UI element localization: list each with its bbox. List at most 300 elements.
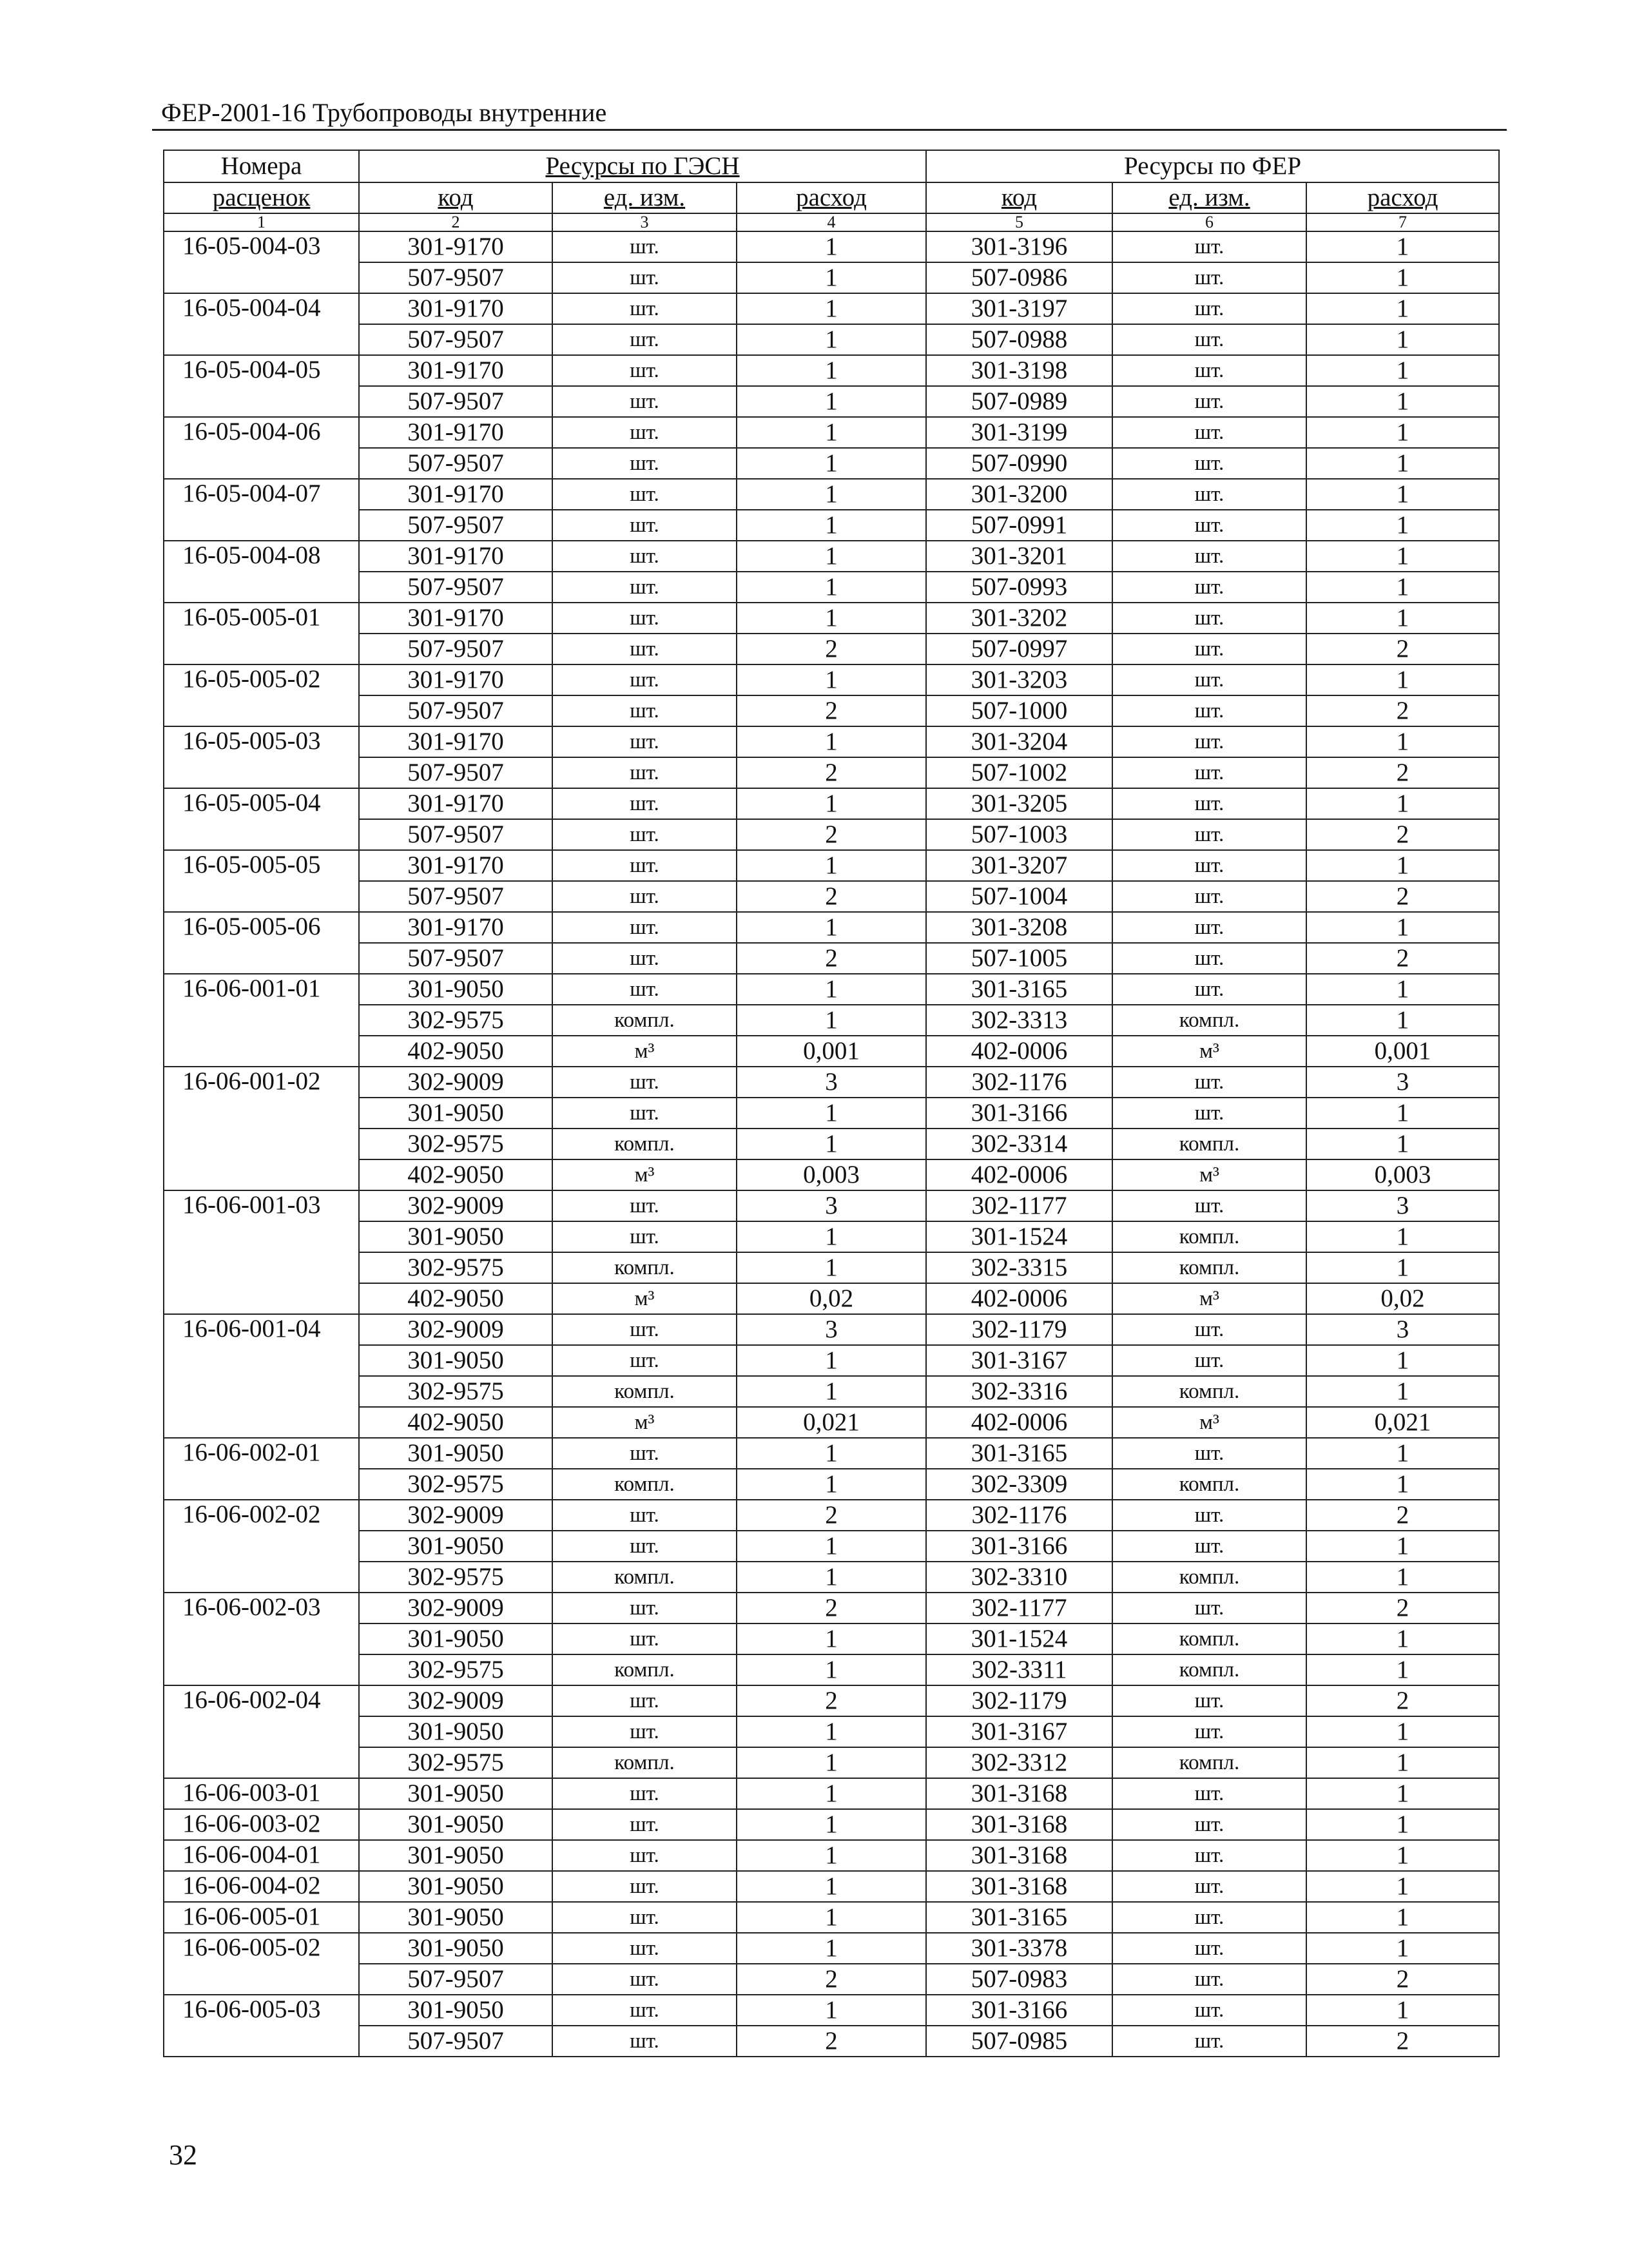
fer-unit-cell: шт. [1112,1190,1306,1221]
fer-code-cell: 301-3198 [926,355,1112,386]
fer-consumption-cell: 0,02 [1306,1283,1499,1314]
fer-unit-cell: компл. [1112,1469,1306,1500]
gesn-unit-cell: компл. [552,1252,737,1283]
fer-code-cell: 507-0986 [926,262,1112,293]
gesn-consumption-cell: 1 [737,1809,926,1840]
gesn-consumption-cell: 1 [737,1376,926,1407]
fer-code-cell: 302-1177 [926,1190,1112,1221]
gesn-consumption-cell: 1 [737,1716,926,1747]
gesn-consumption-cell: 1 [737,726,926,757]
gesn-unit-cell: шт. [552,943,737,974]
fer-code-cell: 402-0006 [926,1159,1112,1190]
fer-code-cell: 302-1179 [926,1685,1112,1716]
fer-unit-cell: компл. [1112,1654,1306,1685]
fer-consumption-cell: 2 [1306,943,1499,974]
gesn-code-cell: 302-9009 [359,1500,552,1531]
gesn-consumption-cell: 1 [737,1129,926,1159]
fer-code-cell: 301-3168 [926,1871,1112,1902]
fer-consumption-cell: 0,001 [1306,1036,1499,1067]
table-row [164,726,1499,757]
gesn-consumption-cell: 1 [737,1345,926,1376]
gesn-consumption-cell: 1 [737,1623,926,1654]
table-row [164,1283,1499,1314]
gesn-consumption-cell: 1 [737,1933,926,1964]
gesn-unit-cell: шт. [552,1623,737,1654]
table-row [164,1190,1499,1221]
fer-consumption-cell: 2 [1306,757,1499,788]
fer-consumption-cell: 2 [1306,2026,1499,2057]
gesn-consumption-cell: 1 [737,386,926,417]
page-number: 32 [169,2139,197,2171]
table-row [164,1871,1499,1902]
gesn-consumption-cell: 1 [737,912,926,943]
gesn-code-cell: 302-9009 [359,1593,552,1623]
gesn-code-cell: 301-9170 [359,355,552,386]
gesn-code-cell: 301-9170 [359,293,552,324]
fer-unit-cell: шт. [1112,943,1306,974]
col-number: 2 [359,213,552,231]
gesn-code-cell: 402-9050 [359,1283,552,1314]
fer-unit-cell: шт. [1112,386,1306,417]
fer-consumption-cell: 1 [1306,510,1499,541]
gesn-unit-cell: шт. [552,1716,737,1747]
gesn-code-cell: 507-9507 [359,572,552,603]
gesn-unit-cell: шт. [552,1685,737,1716]
fer-consumption-cell: 1 [1306,231,1499,262]
gesn-consumption-cell: 2 [737,1964,926,1995]
fer-code-cell: 302-3316 [926,1376,1112,1407]
fer-unit-cell: шт. [1112,572,1306,603]
rate-number-cell: 16-06-002-03 [164,1593,359,1685]
gesn-consumption-cell: 2 [737,1685,926,1716]
table-row [164,1252,1499,1283]
gesn-code-cell: 301-9050 [359,1098,552,1129]
fer-unit-cell: компл. [1112,1376,1306,1407]
fer-code-cell: 301-3168 [926,1778,1112,1809]
gesn-consumption-cell: 2 [737,881,926,912]
fer-unit-cell: шт. [1112,479,1306,510]
gesn-consumption-cell: 0,021 [737,1407,926,1438]
table-row [164,1098,1499,1129]
table-row [164,1964,1499,1995]
fer-code-cell: 301-3208 [926,912,1112,943]
fer-code-cell: 302-1176 [926,1500,1112,1531]
table-row [164,1778,1499,1809]
fer-unit-cell: шт. [1112,1902,1306,1933]
rate-number-cell: 16-05-005-02 [164,664,359,726]
table-row [164,1902,1499,1933]
fer-unit-cell: компл. [1112,1221,1306,1252]
gesn-unit-cell: шт. [552,757,737,788]
fer-consumption-cell: 1 [1306,603,1499,634]
fer-consumption-cell: 3 [1306,1314,1499,1345]
col-number: 4 [737,213,926,231]
fer-unit-cell: шт. [1112,1500,1306,1531]
table-row [164,386,1499,417]
fer-consumption-cell: 1 [1306,1747,1499,1778]
rate-number-cell: 16-05-005-01 [164,603,359,664]
table-row [164,943,1499,974]
fer-code-cell: 507-0989 [926,386,1112,417]
gesn-unit-cell: шт. [552,1345,737,1376]
fer-consumption-cell: 1 [1306,386,1499,417]
fer-code-cell: 302-3313 [926,1005,1112,1036]
fer-code-cell: 301-3197 [926,293,1112,324]
rate-number-cell: 16-05-005-05 [164,850,359,912]
gesn-unit-cell: шт. [552,386,737,417]
gesn-code-cell: 301-9170 [359,417,552,448]
col-number: 5 [926,213,1112,231]
gesn-unit-cell: м³ [552,1283,737,1314]
fer-consumption-cell: 1 [1306,448,1499,479]
fer-consumption-cell: 1 [1306,417,1499,448]
col-number: 6 [1112,213,1306,231]
table-row [164,695,1499,726]
gesn-consumption-cell: 1 [737,541,926,572]
fer-unit-cell: шт. [1112,510,1306,541]
fer-code-cell: 301-3199 [926,417,1112,448]
fer-code-cell: 302-3314 [926,1129,1112,1159]
fer-consumption-cell: 1 [1306,1623,1499,1654]
gesn-consumption-cell: 1 [737,788,926,819]
gesn-code-cell: 302-9575 [359,1747,552,1778]
fer-unit-cell: шт. [1112,293,1306,324]
gesn-consumption-cell: 2 [737,943,926,974]
gesn-code-cell: 301-9170 [359,788,552,819]
rate-number-cell: 16-05-004-04 [164,293,359,355]
gesn-code-cell: 302-9575 [359,1129,552,1159]
gesn-unit-cell: компл. [552,1654,737,1685]
rate-number-cell: 16-06-004-01 [164,1840,359,1871]
gesn-consumption-cell: 2 [737,819,926,850]
table-row [164,2026,1499,2057]
gesn-code-cell: 402-9050 [359,1407,552,1438]
table-row [164,912,1499,943]
fer-unit-cell: шт. [1112,231,1306,262]
gesn-unit-cell: шт. [552,510,737,541]
gesn-unit-cell: шт. [552,664,737,695]
fer-consumption-cell: 1 [1306,1654,1499,1685]
gesn-code-cell: 507-9507 [359,757,552,788]
gesn-code-cell: 302-9009 [359,1685,552,1716]
gesn-code-cell: 301-9050 [359,1345,552,1376]
fer-code-cell: 301-3200 [926,479,1112,510]
fer-consumption-cell: 2 [1306,1593,1499,1623]
gesn-consumption-cell: 2 [737,695,926,726]
table-row [164,324,1499,355]
gesn-code-cell: 507-9507 [359,510,552,541]
fer-unit-cell: шт. [1112,1995,1306,2026]
fer-consumption-cell: 2 [1306,1685,1499,1716]
table-row [164,448,1499,479]
fer-unit-cell: шт. [1112,664,1306,695]
fer-consumption-cell: 1 [1306,726,1499,757]
gesn-unit-cell: шт. [552,355,737,386]
gesn-unit-cell: компл. [552,1129,737,1159]
fer-code-cell: 402-0006 [926,1036,1112,1067]
fer-code-cell: 302-1177 [926,1593,1112,1623]
table-row [164,1840,1499,1871]
rate-number-cell: 16-05-004-05 [164,355,359,417]
fer-consumption-cell: 2 [1306,1964,1499,1995]
table-row [164,1623,1499,1654]
table-row [164,541,1499,572]
gesn-consumption-cell: 1 [737,1005,926,1036]
gesn-code-cell: 507-9507 [359,634,552,664]
gesn-unit-cell: шт. [552,1190,737,1221]
gesn-unit-cell: шт. [552,1778,737,1809]
gesn-code-cell: 301-9170 [359,664,552,695]
fer-unit-cell: шт. [1112,695,1306,726]
gesn-unit-cell: шт. [552,788,737,819]
rate-number-cell: 16-06-005-01 [164,1902,359,1933]
resources-table [163,150,1500,2057]
fer-unit-cell: компл. [1112,1252,1306,1283]
fer-unit-cell: шт. [1112,1933,1306,1964]
gesn-code-cell: 402-9050 [359,1036,552,1067]
table-row [164,1036,1499,1067]
fer-unit-cell: шт. [1112,262,1306,293]
fer-unit-cell: шт. [1112,355,1306,386]
gesn-unit-cell: шт. [552,324,737,355]
rate-number-cell: 16-06-001-03 [164,1190,359,1314]
gesn-code-cell: 301-9170 [359,603,552,634]
gesn-consumption-cell: 0,02 [737,1283,926,1314]
fer-code-cell: 507-0988 [926,324,1112,355]
gesn-code-cell: 301-9050 [359,1840,552,1871]
gesn-unit-cell: компл. [552,1376,737,1407]
table-row [164,881,1499,912]
fer-consumption-cell: 1 [1306,1129,1499,1159]
gesn-consumption-cell: 1 [737,262,926,293]
gesn-unit-cell: шт. [552,1314,737,1345]
fer-consumption-cell: 1 [1306,1531,1499,1562]
fer-unit-cell: м³ [1112,1036,1306,1067]
table-row [164,1500,1499,1531]
gesn-consumption-cell: 2 [737,1500,926,1531]
gesn-unit-cell: компл. [552,1747,737,1778]
gesn-unit-cell: шт. [552,262,737,293]
fer-consumption-cell: 1 [1306,1005,1499,1036]
table-row [164,1129,1499,1159]
gesn-code-cell: 301-9050 [359,1778,552,1809]
fer-unit-cell: шт. [1112,1778,1306,1809]
gesn-unit-cell: шт. [552,819,737,850]
rate-number-cell: 16-06-002-01 [164,1438,359,1500]
gesn-code-cell: 301-9170 [359,912,552,943]
rate-number-cell: 16-05-005-04 [164,788,359,850]
fer-unit-cell: шт. [1112,1809,1306,1840]
fer-consumption-cell: 1 [1306,1933,1499,1964]
gesn-consumption-cell: 2 [737,757,926,788]
table-row [164,1438,1499,1469]
fer-code-cell: 302-3315 [926,1252,1112,1283]
fer-unit-cell: компл. [1112,1623,1306,1654]
gesn-consumption-cell: 1 [737,1469,926,1500]
fer-code-cell: 507-1000 [926,695,1112,726]
gesn-consumption-cell: 1 [737,293,926,324]
table-row [164,479,1499,510]
gesn-unit-cell: м³ [552,1407,737,1438]
fer-consumption-cell: 1 [1306,1252,1499,1283]
gesn-code-cell: 507-9507 [359,881,552,912]
rate-number-cell: 16-06-003-02 [164,1809,359,1840]
gesn-code-cell: 302-9009 [359,1314,552,1345]
fer-unit-cell: шт. [1112,726,1306,757]
fer-unit-cell: компл. [1112,1129,1306,1159]
gesn-code-cell: 301-9170 [359,479,552,510]
gesn-consumption-cell: 1 [737,1221,926,1252]
table-row [164,1067,1499,1098]
fer-consumption-cell: 1 [1306,1840,1499,1871]
gesn-consumption-cell: 1 [737,1562,926,1593]
gesn-code-cell: 507-9507 [359,324,552,355]
fer-consumption-cell: 1 [1306,1809,1499,1840]
gesn-code-cell: 302-9575 [359,1376,552,1407]
fer-code-cell: 302-1179 [926,1314,1112,1345]
fer-unit-cell: шт. [1112,324,1306,355]
fer-consumption-cell: 1 [1306,1902,1499,1933]
fer-consumption-cell: 1 [1306,850,1499,881]
gesn-consumption-cell: 2 [737,634,926,664]
fer-consumption-cell: 0,003 [1306,1159,1499,1190]
table-row [164,974,1499,1005]
table-row [164,262,1499,293]
fer-consumption-cell: 2 [1306,634,1499,664]
gesn-code-cell: 301-9170 [359,850,552,881]
fer-unit-cell: м³ [1112,1283,1306,1314]
gesn-code-cell: 507-9507 [359,2026,552,2057]
fer-code-cell: 302-3310 [926,1562,1112,1593]
gesn-consumption-cell: 1 [737,1840,926,1871]
table-row [164,1407,1499,1438]
gesn-unit-cell: м³ [552,1159,737,1190]
gesn-unit-cell: шт. [552,2026,737,2057]
gesn-code-cell: 301-9050 [359,1933,552,1964]
col-number: 7 [1306,213,1499,231]
fer-unit-cell: шт. [1112,1098,1306,1129]
fer-unit-cell: шт. [1112,1067,1306,1098]
fer-code-cell: 507-0993 [926,572,1112,603]
fer-consumption-cell: 2 [1306,695,1499,726]
fer-code-cell: 301-3202 [926,603,1112,634]
fer-unit-cell: шт. [1112,634,1306,664]
gesn-unit-cell: шт. [552,974,737,1005]
fer-consumption-cell: 1 [1306,324,1499,355]
gesn-unit-cell: шт. [552,1067,737,1098]
gesn-unit-cell: шт. [552,1995,737,2026]
fer-unit-cell: шт. [1112,881,1306,912]
col-number: 3 [552,213,737,231]
fer-unit-cell: шт. [1112,1685,1306,1716]
table-row [164,634,1499,664]
col-header-rate-numbers-2: расценок [164,182,359,213]
rate-number-cell: 16-06-001-04 [164,1314,359,1438]
gesn-code-cell: 302-9575 [359,1252,552,1283]
fer-code-cell: 301-3378 [926,1933,1112,1964]
gesn-unit-cell: шт. [552,293,737,324]
gesn-consumption-cell: 3 [737,1314,926,1345]
gesn-consumption-cell: 0,001 [737,1036,926,1067]
fer-unit-cell: м³ [1112,1159,1306,1190]
gesn-unit-cell: шт. [552,1221,737,1252]
rate-number-cell: 16-06-005-02 [164,1933,359,1995]
gesn-unit-cell: шт. [552,1593,737,1623]
gesn-code-cell: 301-9170 [359,726,552,757]
table-row [164,1809,1499,1840]
group-header-fer: Ресурсы по ФЕР [926,150,1499,182]
gesn-unit-cell: шт. [552,417,737,448]
gesn-code-cell: 302-9009 [359,1067,552,1098]
gesn-unit-cell: компл. [552,1562,737,1593]
gesn-code-cell: 301-9050 [359,1902,552,1933]
fer-unit-cell: шт. [1112,757,1306,788]
table-row [164,1159,1499,1190]
rate-number-cell: 16-06-003-01 [164,1778,359,1809]
rate-number-cell: 16-06-001-01 [164,974,359,1067]
fer-code-cell: 302-3312 [926,1747,1112,1778]
gesn-unit-cell: шт. [552,448,737,479]
gesn-code-cell: 507-9507 [359,448,552,479]
gesn-code-cell: 301-9050 [359,1809,552,1840]
fer-unit-cell: шт. [1112,1314,1306,1345]
fer-code-cell: 507-1003 [926,819,1112,850]
fer-code-cell: 507-0991 [926,510,1112,541]
gesn-consumption-cell: 1 [737,1252,926,1283]
gesn-code-cell: 507-9507 [359,1964,552,1995]
table-row [164,355,1499,386]
table-row [164,1314,1499,1345]
group-header-gesn: Ресурсы по ГЭСН [359,150,926,182]
gesn-code-cell: 507-9507 [359,819,552,850]
table-row [164,1685,1499,1716]
rate-number-cell: 16-06-001-02 [164,1067,359,1190]
fer-unit-cell: шт. [1112,850,1306,881]
col-header-gesn-code: код [359,182,552,213]
table-row [164,1469,1499,1500]
rate-number-cell: 16-06-005-03 [164,1995,359,2057]
gesn-code-cell: 301-9050 [359,1716,552,1747]
gesn-consumption-cell: 1 [737,448,926,479]
col-header-fer-consumption: расход [1306,182,1499,213]
rate-number-cell: 16-06-002-04 [164,1685,359,1778]
fer-code-cell: 301-3168 [926,1809,1112,1840]
gesn-code-cell: 301-9050 [359,1221,552,1252]
fer-unit-cell: компл. [1112,1562,1306,1593]
fer-code-cell: 301-3166 [926,1995,1112,2026]
fer-consumption-cell: 1 [1306,1778,1499,1809]
fer-code-cell: 301-3196 [926,231,1112,262]
fer-code-cell: 301-1524 [926,1221,1112,1252]
fer-unit-cell: шт. [1112,1593,1306,1623]
col-header-gesn-consumption: расход [737,182,926,213]
fer-unit-cell: шт. [1112,2026,1306,2057]
fer-code-cell: 302-3309 [926,1469,1112,1500]
gesn-unit-cell: шт. [552,572,737,603]
fer-code-cell: 507-0997 [926,634,1112,664]
rate-number-cell: 16-05-004-03 [164,231,359,293]
gesn-consumption-cell: 1 [737,355,926,386]
table-row [164,850,1499,881]
fer-unit-cell: шт. [1112,603,1306,634]
table-row [164,572,1499,603]
gesn-code-cell: 507-9507 [359,943,552,974]
fer-unit-cell: шт. [1112,417,1306,448]
gesn-unit-cell: шт. [552,1531,737,1562]
table-row [164,231,1499,262]
gesn-unit-cell: шт. [552,1902,737,1933]
fer-code-cell: 301-3165 [926,1902,1112,1933]
